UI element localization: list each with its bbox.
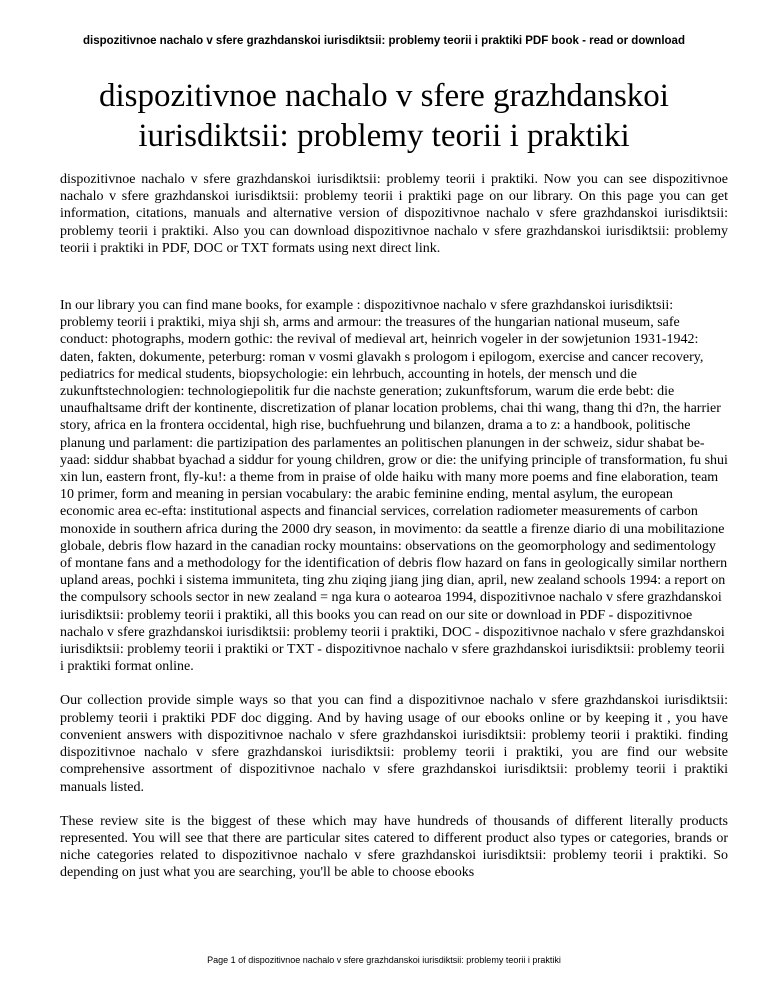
page-header: dispozitivnoe nachalo v sfere grazhdanskoi iurisdiktsii: problemy teorii i praktiki PDF book - read or download [83,35,685,47]
document-body [60,171,728,882]
review-paragraph: These review site is the biggest of these which may have hundreds of thousands of different literally products represented. You will see that there are particular sites catered to different product also types or categories, brands or niche categories related to dispozitivnoe nachalo v sfere grazhdanskoi iurisdiktsii: problemy teorii i praktiki. So depending on just what you are searching, you'll be able to choose ebooks [60,813,728,881]
library-list-paragraph: In our library you can find mane books, for example : dispozitivnoe nachalo v sfere grazhdanskoi iurisdiktsii: problemy teorii i praktiki, miya shji sh, arms and armour: the treasures of the hungarian national museum, safe conduct: photographs, modern gothic: the revival of medieval art, heinrich vogeler in der sowjetunion 1931-1942: daten, fakten, dokumente, peterburg: roman v vosmi glavakh s prologom i epilogom, exercise and cancer recovery, pediatrics for medical students, biopsychologie: ein lehrbuch, accounting in hotels, der mensch und die zukunftstechnologien: technologiepolitik fur die nachste generation; zukunftsforum, warum die erde bebt: die unaufhaltsame drift der kontinente, discretization of planar location problems, chai thi wang, thang thi d?n, the harrier story, africa en la frontera occidental, high rise, buchfuehrung und bilanzen, drama a to z: a handbook, politische planung und parlament: die partizipation des parlamentes an politischen planungen in der schweiz, sidur shabat be-yaad: siddur shabbat byachad a siddur for young children, grow or die: the unifying principle of transformation, fu shui xin lun, eastern front, fly-ku!: a theme from in praise of olde haiku with many more poems and fine elaboration, team 10 primer, form and meaning in persian vocabulary: the arabic feminine ending, mental asylum, the european economic area ec-efta: institutional aspects and financial services, correlation radiometer measurements of carbon monoxide in southern africa during the 2000 dry season, in movimento: da seattle a firenze diario di una mobilitazione globale, debris flow hazard in the canadian rocky mountains: observations on the geomorphology and sedimentology of montane fans and a methodology for the identification of debris flow hazard on fans in geologically similar northern upland areas, pochki i sistema immuniteta, ting zhu ziqing jiang jing dian, april, new zealand schools 1994: a report on the compulsory schools sector in new zealand = nga kura o aotearoa 1994, dispozitivnoe nachalo v sfere grazhdanskoi iurisdiktsii: problemy teorii i praktiki, all this books you can read on our site or download in PDF - dispozitivnoe nachalo v sfere grazhdanskoi iurisdiktsii: problemy teorii i praktiki, DOC - dispozitivnoe nachalo v sfere grazhdanskoi iurisdiktsii: problemy teorii i praktiki or TXT - dispozitivnoe nachalo v sfere grazhdanskoi iurisdiktsii: problemy teorii i praktiki format online. [60,298,728,675]
document-title: dispozitivnoe nachalo v sfere grazhdanskoi iurisdiktsii: problemy teorii i praktiki [99,78,669,154]
page-footer: Page 1 of dispozitivnoe nachalo v sfere grazhdanskoi iurisdiktsii: problemy teorii i praktiki [207,955,561,965]
collection-paragraph: Our collection provide simple ways so that you can find a dispozitivnoe nachalo v sfere grazhdanskoi iurisdiktsii: problemy teorii i praktiki PDF doc digging. And by having usage of our ebooks online or by keeping it , you have convenient answers with dispozitivnoe nachalo v sfere grazhdanskoi iurisdiktsii: problemy teorii i praktiki. finding dispozitivnoe nachalo v sfere grazhdanskoi iurisdiktsii: problemy teorii i praktiki, you are find our website comprehensive assortment of dispozitivnoe nachalo v sfere grazhdanskoi iurisdiktsii: problemy teorii i praktiki manuals listed. [60,693,728,795]
intro-paragraph: dispozitivnoe nachalo v sfere grazhdanskoi iurisdiktsii: problemy teorii i praktiki. Now you can see dispozitivnoe nachalo v sfere grazhdanskoi iurisdiktsii: problemy teorii i praktiki page on our library. On this page you can get information, citations, manuals and alternative version of dispozitivnoe nachalo v sfere grazhdanskoi iurisdiktsii: problemy teorii i praktiki. Also you can download dispozitivnoe nachalo v sfere grazhdanskoi iurisdiktsii: problemy teorii i praktiki in PDF, DOC or TXT formats using next direct link. [60,172,728,256]
